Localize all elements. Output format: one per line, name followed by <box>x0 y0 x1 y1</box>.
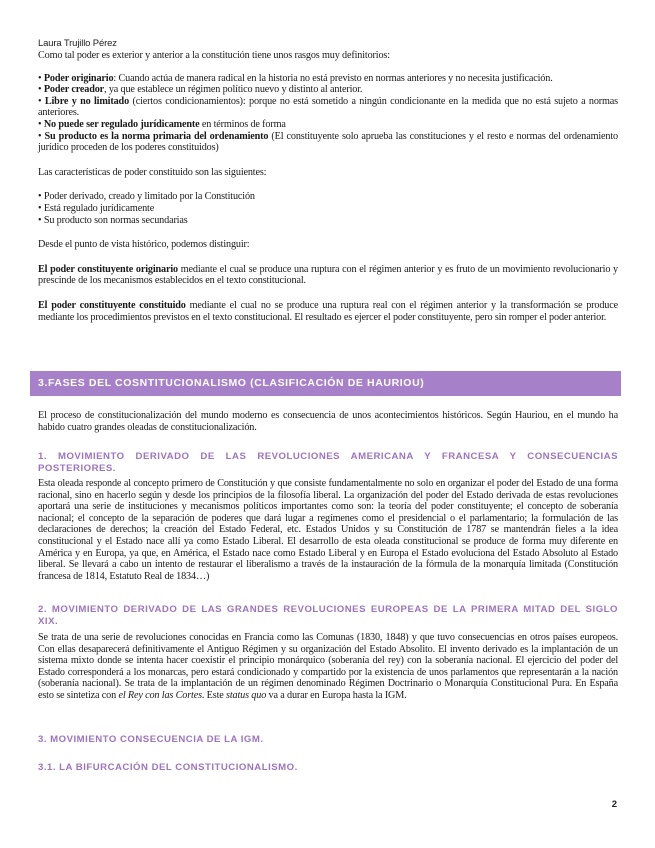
section-3-banner: 3.FASES DEL COSNTITUCIONALISMO (CLASIFICACIÓN DE HAURIOU) <box>30 371 621 396</box>
mov2-text-block <box>38 632 618 702</box>
list-item: • Su producto es la norma primaria del ordenamiento (El constituyente solo aprueba las constituciones y el resto e normas del ordenamiento jurídico proceden de los poderes constituidos) <box>38 130 618 154</box>
mov1-text-block <box>38 478 618 582</box>
author-name: Laura Trujillo Pérez <box>38 38 117 49</box>
page-content <box>38 38 618 323</box>
mov1-block <box>38 451 618 475</box>
list-item: • Su producto son normas secundarias <box>38 214 188 226</box>
list-item: • No puede ser regulado jurídicamente en términos de forma <box>38 118 286 130</box>
section-3-intro: El proceso de constitucionalización del mundo moderno es consecuencia de unos acontecimientos históricos. Según Hauriou, en el mundo ha habido cuatro grandes oleadas de constitucionalización. <box>38 410 618 433</box>
mov2-heading: 2. MOVIMIENTO DERIVADO DE LAS GRANDES REVOLUCIONES EUROPEAS DE LA PRIMERA MITAD DEL SIGLO XIX. <box>38 604 618 627</box>
intro-paragraph: Como tal poder es exterior y anterior a la constitución tiene unos rasgos muy definitorios: <box>38 50 390 61</box>
list-item: • Poder originario: Cuando actúa de manera radical en la historia no está previsto en normas anteriores y no necesita justificación. <box>38 72 553 84</box>
page-number: 2 <box>611 799 617 810</box>
mov1-heading: 1. MOVIMIENTO DERIVADO DE LAS REVOLUCIONES AMERICANA Y FRANCESA Y CONSECUENCIAS POSTERIORES. <box>38 451 618 474</box>
constituido-intro: Las características de poder constituido son las siguientes: <box>38 166 267 178</box>
mov2-block <box>38 604 618 628</box>
constituido-list <box>38 191 618 226</box>
mov3-block <box>38 734 618 746</box>
mov31-heading: 3.1. LA BIFURCACIÓN DEL CONSTITUCIONALISMO. <box>38 762 298 773</box>
mov3-heading: 3. MOVIMIENTO CONSECUENCIA DE LA IGM. <box>38 734 264 745</box>
mov31-block <box>38 762 618 774</box>
historico-paragraph: Desde el punto de vista histórico, podemos distinguir: <box>38 239 250 251</box>
list-item: • Poder creador, ya que establece un régimen político nuevo y distinto al anterior. <box>38 84 363 96</box>
constituido-paragraph: El poder constituyente constituido mediante el cual no se produce una ruptura real con el régimen anterior y la transformación se produce mediante los procedimientos previstos en el texto constitucional. El resultado es ejercer el poder constituyente, pero sin romper el poder anterior. <box>38 299 618 323</box>
mov2-paragraph: Se trata de una serie de revoluciones conocidas en Francia como las Comunas (1830, 1848) y que tuvo consecuencias en otros países europeos. Con ellas desaparecerá definitivamente el Antiguo Régimen y su organización del Estado Absolito. El invento derivado es la implantación de un sistema mixto donde se intenta hacer coexistir el principio monárquico (soberanía del rey) con la soberanía nacional. El ejercicio del poder del Estado corresponderá a los monarcas, pero estará condicionado y compartido por la existencia de unos parlamentos que representarán a la nación (soberanía nacional). Se trata de la implantación de un régimen denominado Régimen Doctrinario o Monarquía Constitucional Pura. En España esto se sintetiza con el Rey con las Cortes. Este status quo va a durar en Europa hasta la IGM. <box>38 632 618 701</box>
mov1-paragraph: Esta oleada responde al concepto primero de Constitución y que consiste fundamentalmente no solo en organizar el poder del Estado de una forma racional, sino en hacerlo según y desde los principios de la filosofía liberal. La organización del poder del Estado derivada de estas revoluciones aportará una serie de instituciones y mecanismos políticos importantes como son: la teoría del poder constituyente; el concepto de soberanía nacional; el concepto de la separación de poderes que dará lugar a regímenes como el presidencial o el parlamentario; la formulación de las declaraciones de derechos; la creación del Estado Federal, etc. Estados Unidos y su Constitución de 1787 se mantendrán fieles a la idea constitucional y el Estado nace allí ya como Estado Liberal. El desarrollo de esta oleada constitucional se produce de forma muy diferente en América y en Europa, ya que, en América, el Estado nace como Estado Liberal y en Europa el Estado evoluciona del Estado Absoluto al Estado liberal. Se llevará a cabo un intento de restaurar el liberalismo a través de la instauración de la fórmula de la monarquía limitada (Constitución francesa de 1814, Estatuto Real de 1834…) <box>38 478 618 582</box>
section-3-intro-block <box>38 410 618 433</box>
list-item: • Poder derivado, creado y limitado por la Constitución <box>38 191 255 203</box>
list-item: • Libre y no limitado (ciertos condicionamientos): porque no está sometido a ningún condicionante en la medida que no está sujeto a normas anteriores. <box>38 95 618 119</box>
list-item: • Está regulado jurídicamente <box>38 202 155 214</box>
rasgos-list <box>38 73 618 154</box>
originario-paragraph: El poder constituyente originario mediante el cual se produce una ruptura con el régimen anterior y es fruto de un movimiento revolucionario y prescinde de los mecanismos establecidos en el texto constitucional. <box>38 263 618 287</box>
